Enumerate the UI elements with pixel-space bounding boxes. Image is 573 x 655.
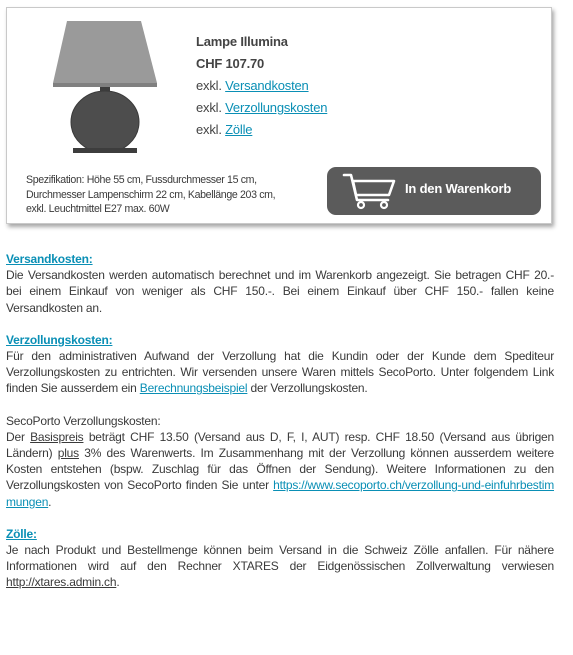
customs-text: Für den administrativen Aufwand der Verzollung hat die Kundin oder der Kunde dem Spediteur Verzollungskosten zu entrichten. Wir versenden unsere Waren mittels SecoPorto. Unter folgendem Link finden Sie ausserdem ein [6,349,554,396]
base-price-term: Basispreis [30,429,84,444]
shopping-cart-icon [342,172,400,210]
product-info [196,31,327,141]
lamp-shade [53,21,157,83]
add-to-cart-label: In den Warenkorb [405,181,512,196]
shipping-text: Die Versandkosten werden automatisch berechnet und im Warenkorb angezeigt. Sie betragen CHF 20.- bei einem Einkauf von weniger als CHF 150.-. Bei einem Einkauf über CHF 150.- fallen keine Versandkosten an. [6,268,554,315]
duties-heading: Zölle: [6,526,37,541]
excl-label: exkl. [196,122,222,137]
secoporto-text-end: . [48,494,52,509]
spec-line: exkl. Leuchtmittel E27 max. 60W [26,203,170,215]
customs-text-end: der Verzollungskosten. [247,381,368,396]
duties-link[interactable]: Zölle [225,122,253,137]
secoporto-section [6,413,554,510]
product-name: Lampe Illumina [196,34,288,49]
xtares-link[interactable]: http://xtares.admin.ch [6,575,117,590]
secoporto-text: beträgt CHF 13.50 (Versand aus D, F, I, AUT) resp. CHF 18.50 (Versand aus übrigen Ländern) [6,429,555,461]
customs-cost-link[interactable]: Verzollungskosten [225,100,328,115]
customs-heading: Verzollungskosten: [6,332,113,347]
spec-line: Durchmesser Lampenschirm 22 cm, Kabellänge 203 cm, [26,188,276,201]
excl-label: exkl. [196,100,222,115]
info-content [6,251,554,591]
product-card [6,7,552,224]
add-to-cart-button[interactable] [327,167,541,215]
duties-row [196,119,327,141]
excl-label: exkl. [196,78,222,93]
secoporto-link[interactable]: https://www.secoporto.ch/verzollung-und-einfuhrbestimmungen [6,478,554,509]
shipping-section [6,251,554,316]
product-specification [26,173,326,217]
duties-text-end: . [116,575,120,590]
customs-cost-row [196,97,327,119]
customs-section [6,332,554,397]
shipping-cost-row [196,75,327,97]
secoporto-text: 3% des Warenwerts. Im Zusammenhang mit der Verzollung können ausserdem weitere Kosten entstehen (bspw. Zuschlag für das Öffnen der Sendung). Weitere Informationen zu den Verzollungskosten von SecoPorto finden Sie unter [6,446,554,493]
product-price: CHF 107.70 [196,56,265,71]
shipping-cost-link[interactable]: Versandkosten [225,78,309,93]
duties-section [6,526,554,591]
lamp-base [71,91,139,153]
secoporto-title: SecoPorto Verzollungskosten: [6,413,161,428]
lamp-shade-shadow [53,83,157,87]
calculation-example-link[interactable]: Berechnungsbeispiel [139,381,248,396]
lamp-foot [73,148,137,153]
duties-text: Je nach Produkt und Bestellmenge können beim Versand in die Schweiz Zölle anfallen. Für nähere Informationen wird auf den Rechner XTARES der Eidgenössischen Zollverwaltung verwiesen [6,543,554,574]
plus-term: plus [57,446,79,461]
spec-line: Spezifikation: Höhe 55 cm, Fussdurchmesser 15 cm, [26,174,257,186]
shipping-heading: Versandkosten: [6,252,93,266]
secoporto-text: Der [6,429,31,444]
lamp-product-image [53,21,157,153]
